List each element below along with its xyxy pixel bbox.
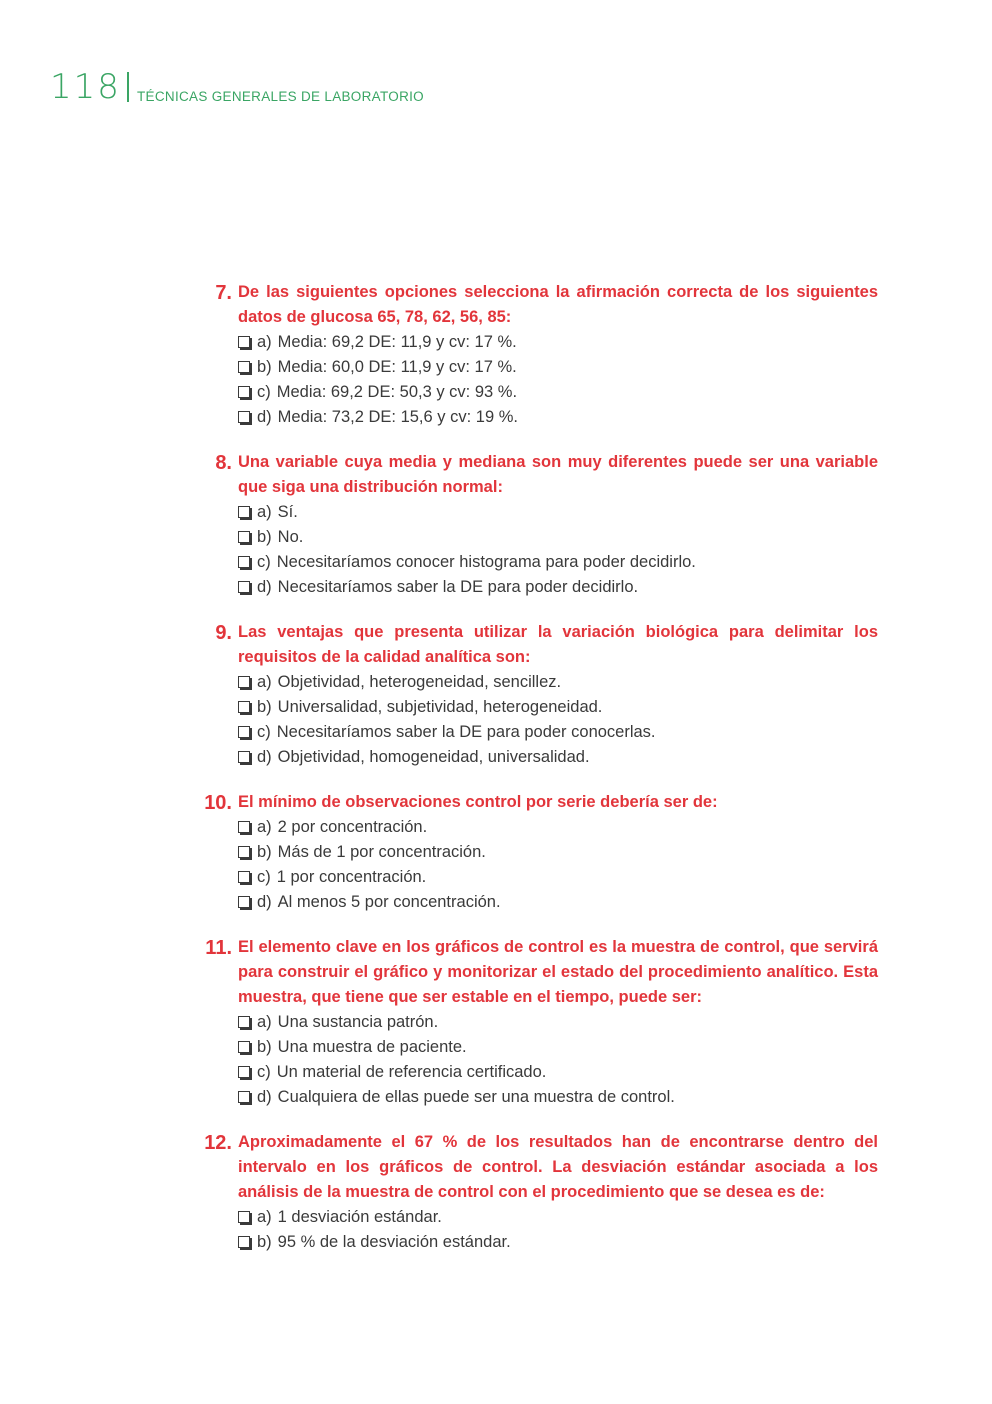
question-text: Aproximadamente el 67 % de los resultados han de encontrarse dentro del intervalo en los gráficos de control. La desviación estándar asociada a los análisis de la muestra de control con el procedimiento que se desea es de:: [238, 1133, 878, 1201]
checkbox-icon[interactable]: [238, 1066, 250, 1078]
question-10: [190, 790, 890, 915]
checkbox-icon[interactable]: [238, 386, 250, 398]
checkbox-icon[interactable]: [238, 1016, 250, 1028]
checkbox-icon[interactable]: [238, 1211, 250, 1223]
option-letter: c): [257, 723, 271, 741]
option-text: Universalidad, subjetividad, heterogeneidad.: [277, 698, 603, 716]
answer-option: [238, 1085, 890, 1110]
option-text: Necesitaríamos saber la DE para poder conocerlas.: [276, 723, 656, 741]
option-list: [238, 815, 890, 915]
checkbox-icon[interactable]: [238, 751, 250, 763]
option-list: [238, 500, 890, 600]
option-letter: c): [257, 553, 271, 571]
option-letter: b): [257, 358, 272, 376]
option-text: Media: 69,2 DE: 50,3 y cv: 93 %.: [276, 383, 518, 401]
option-list: [238, 1010, 890, 1110]
page-header: [50, 67, 650, 107]
answer-option: [238, 1035, 890, 1060]
page-number: 118: [50, 67, 121, 107]
answer-option: [238, 840, 890, 865]
checkbox-icon[interactable]: [238, 1236, 250, 1248]
answer-option: [238, 500, 890, 525]
option-list: [238, 1205, 890, 1255]
option-text: Cualquiera de ellas puede ser una muestra de control.: [277, 1088, 675, 1106]
option-letter: b): [257, 698, 272, 716]
checkbox-icon[interactable]: [238, 411, 250, 423]
question-number: 11.: [205, 937, 232, 959]
answer-option: [238, 670, 890, 695]
answer-option: [238, 525, 890, 550]
option-letter: b): [257, 1038, 272, 1056]
answer-option: [238, 720, 890, 745]
question-text: El mínimo de observaciones control por serie debería ser de:: [238, 793, 718, 811]
option-letter: c): [257, 383, 271, 401]
question-text: De las siguientes opciones selecciona la afirmación correcta de los siguientes datos de glucosa 65, 78, 62, 56, 85:: [238, 283, 878, 326]
answer-option: [238, 330, 890, 355]
option-letter: a): [257, 1013, 272, 1031]
answer-option: [238, 575, 890, 600]
option-text: Más de 1 por concentración.: [277, 843, 486, 861]
option-letter: b): [257, 843, 272, 861]
option-text: Media: 69,2 DE: 11,9 y cv: 17 %.: [277, 333, 517, 351]
question-text: Las ventajas que presenta utilizar la variación biológica para delimitar los requisitos de la calidad analítica son:: [238, 623, 878, 666]
option-letter: d): [257, 578, 272, 596]
option-text: Objetividad, heterogeneidad, sencillez.: [277, 673, 562, 691]
option-letter: d): [257, 748, 272, 766]
question-number: 8.: [215, 452, 232, 474]
option-letter: a): [257, 1208, 272, 1226]
checkbox-icon[interactable]: [238, 701, 250, 713]
option-letter: a): [257, 818, 272, 836]
option-text: Necesitaríamos conocer histograma para poder decidirlo.: [276, 553, 696, 571]
option-text: Sí.: [277, 503, 298, 521]
option-letter: b): [257, 1233, 272, 1251]
question-text: El elemento clave en los gráficos de control es la muestra de control, que servirá para construir el gráfico y monitorizar el estado del procedimiento analítico. Esta muestra, que tiene que ser estable en el tiempo, puede ser:: [238, 938, 878, 1006]
option-text: Una muestra de paciente.: [277, 1038, 467, 1056]
option-text: Una sustancia patrón.: [277, 1013, 439, 1031]
option-letter: b): [257, 528, 272, 546]
option-list: [238, 330, 890, 430]
header-divider: [127, 72, 129, 102]
checkbox-icon[interactable]: [238, 336, 250, 348]
checkbox-icon[interactable]: [238, 726, 250, 738]
checkbox-icon[interactable]: [238, 896, 250, 908]
option-letter: a): [257, 673, 272, 691]
checkbox-icon[interactable]: [238, 531, 250, 543]
checkbox-icon[interactable]: [238, 821, 250, 833]
question-number: 10.: [204, 792, 232, 814]
checkbox-icon[interactable]: [238, 871, 250, 883]
option-letter: d): [257, 893, 272, 911]
question-number: 9.: [215, 622, 232, 644]
answer-option: [238, 695, 890, 720]
answer-option: [238, 865, 890, 890]
option-letter: a): [257, 503, 272, 521]
header-title: TÉCNICAS GENERALES DE LABORATORIO: [137, 89, 424, 104]
checkbox-icon[interactable]: [238, 676, 250, 688]
option-letter: c): [257, 1063, 271, 1081]
answer-option: [238, 1060, 890, 1085]
answer-option: [238, 815, 890, 840]
option-letter: a): [257, 333, 272, 351]
option-text: 1 por concentración.: [276, 868, 427, 886]
option-text: Media: 73,2 DE: 15,6 y cv: 19 %.: [277, 408, 518, 426]
option-text: Un material de referencia certificado.: [276, 1063, 547, 1081]
option-text: Objetividad, homogeneidad, universalidad.: [277, 748, 590, 766]
answer-option: [238, 355, 890, 380]
option-text: Media: 60,0 DE: 11,9 y cv: 17 %.: [277, 358, 517, 376]
question-12: [190, 1130, 890, 1255]
checkbox-icon[interactable]: [238, 1091, 250, 1103]
option-text: Necesitaríamos saber la DE para poder decidirlo.: [277, 578, 639, 596]
option-list: [238, 670, 890, 770]
question-8: [190, 450, 890, 600]
checkbox-icon[interactable]: [238, 506, 250, 518]
option-text: 2 por concentración.: [277, 818, 428, 836]
checkbox-icon[interactable]: [238, 361, 250, 373]
answer-option: [238, 380, 890, 405]
checkbox-icon[interactable]: [238, 581, 250, 593]
option-text: No.: [277, 528, 304, 546]
question-9: [190, 620, 890, 770]
option-text: 95 % de la desviación estándar.: [277, 1233, 511, 1251]
option-letter: d): [257, 1088, 272, 1106]
answer-option: [238, 890, 890, 915]
option-text: 1 desviación estándar.: [277, 1208, 442, 1226]
checkbox-icon[interactable]: [238, 1041, 250, 1053]
checkbox-icon[interactable]: [238, 556, 250, 568]
answer-option: [238, 1230, 890, 1255]
answer-option: [238, 1010, 890, 1035]
answer-option: [238, 1205, 890, 1230]
checkbox-icon[interactable]: [238, 846, 250, 858]
question-7: [190, 280, 890, 430]
question-11: [190, 935, 890, 1110]
option-text: Al menos 5 por concentración.: [277, 893, 501, 911]
option-letter: d): [257, 408, 272, 426]
answer-option: [238, 405, 890, 430]
question-number: 12.: [204, 1132, 232, 1154]
question-text: Una variable cuya media y mediana son muy diferentes puede ser una variable que siga una distribución normal:: [238, 453, 878, 496]
question-list: [190, 280, 890, 1275]
question-number: 7.: [215, 282, 232, 304]
answer-option: [238, 550, 890, 575]
answer-option: [238, 745, 890, 770]
option-letter: c): [257, 868, 271, 886]
